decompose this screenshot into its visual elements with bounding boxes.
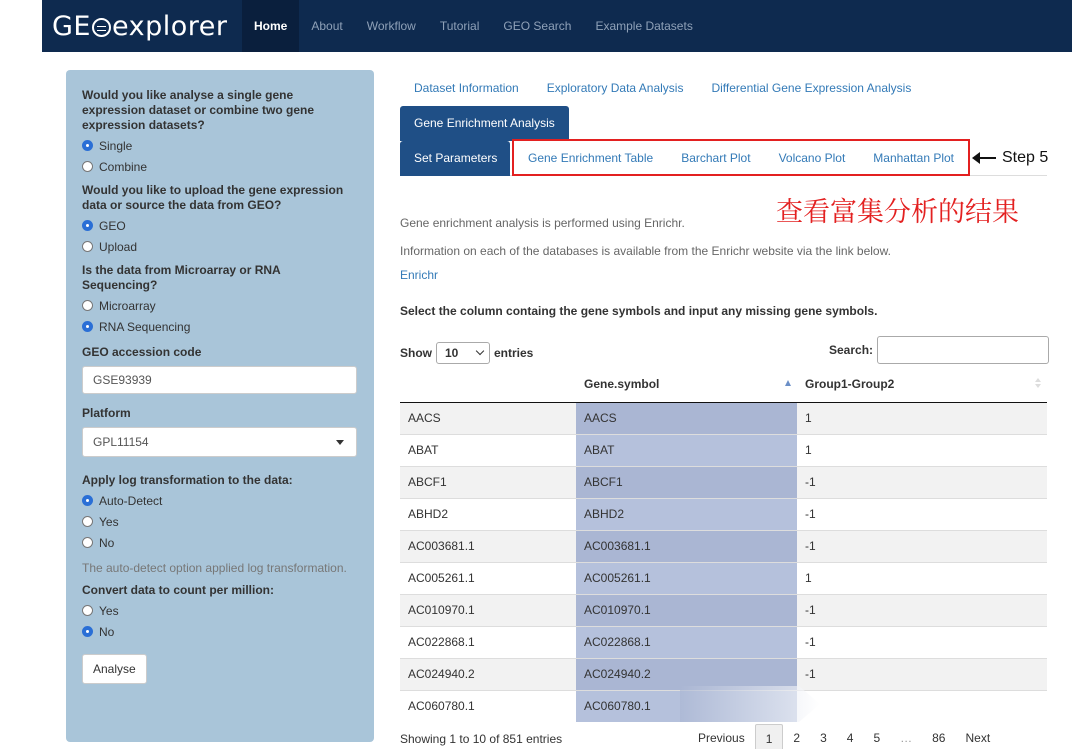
nav-tutorial[interactable]: Tutorial bbox=[439, 19, 480, 33]
gene-symbol-table bbox=[400, 367, 1047, 722]
platform-label: Platform bbox=[82, 406, 131, 420]
table-cell: 1 bbox=[797, 562, 1047, 594]
table-cell: -1 bbox=[797, 466, 1047, 498]
radio-cpm-no[interactable] bbox=[82, 621, 358, 642]
radio-label: Yes bbox=[99, 514, 119, 529]
radio-cpm-yes[interactable] bbox=[82, 600, 358, 621]
radio-empty-icon bbox=[82, 516, 93, 527]
top-navbar bbox=[42, 0, 1072, 52]
nav-about[interactable]: About bbox=[311, 19, 343, 33]
entries-select[interactable] bbox=[436, 342, 490, 364]
table-row[interactable] bbox=[400, 562, 1047, 594]
table-row[interactable] bbox=[400, 658, 1047, 690]
info-enrichr: Gene enrichment analysis is performed using Enrichr. bbox=[400, 216, 685, 230]
data-source-section bbox=[82, 183, 358, 257]
table-cell: -1 bbox=[797, 658, 1047, 690]
accession-input[interactable]: GSE93939 bbox=[82, 366, 357, 394]
radio-label: Yes bbox=[99, 603, 119, 618]
dataset-type-section bbox=[82, 88, 358, 177]
subtab-barchart-plot[interactable]: Barchart Plot bbox=[681, 151, 751, 165]
sort-icon bbox=[1035, 378, 1041, 382]
left-arrow-icon bbox=[974, 157, 996, 159]
entries-value: 10 bbox=[445, 346, 459, 360]
table-cell: ABHD2 bbox=[576, 498, 797, 530]
brand-prefix: GE bbox=[52, 10, 91, 42]
pager-page-last[interactable]: 86 bbox=[932, 731, 946, 745]
radio-selected-icon bbox=[82, 140, 93, 151]
table-cell: AC060780.1 bbox=[576, 690, 797, 722]
radio-label: No bbox=[99, 535, 115, 550]
radio-combine[interactable] bbox=[82, 156, 358, 177]
cpm-label: Convert data to count per million: bbox=[82, 583, 275, 597]
tab-differential-expression[interactable]: Differential Gene Expression Analysis bbox=[711, 81, 912, 95]
highlight-box bbox=[512, 139, 970, 176]
radio-label: GEO bbox=[99, 218, 126, 233]
platform-select[interactable] bbox=[82, 427, 357, 457]
dataset-type-label: Would you like analyse a single gene expression dataset or combine two gene expression datasets? bbox=[82, 88, 315, 132]
table-cell: AACS bbox=[576, 402, 797, 434]
table-row[interactable] bbox=[400, 594, 1047, 626]
subtab-set-parameters[interactable]: Set Parameters bbox=[400, 141, 510, 176]
table-cell: 1 bbox=[797, 434, 1047, 466]
nav-workflow[interactable]: Workflow bbox=[366, 19, 416, 33]
log-note: The auto-detect option applied log transformation. bbox=[82, 561, 347, 575]
table-row[interactable] bbox=[400, 466, 1047, 498]
entries-label: entries bbox=[494, 346, 534, 360]
column-header-rowname[interactable] bbox=[400, 367, 576, 402]
table-row[interactable] bbox=[400, 402, 1047, 434]
radio-empty-icon bbox=[82, 241, 93, 252]
table-cell: ABCF1 bbox=[400, 466, 576, 498]
radio-rna-sequencing[interactable] bbox=[82, 316, 358, 337]
pager-previous[interactable]: Previous bbox=[698, 731, 745, 745]
table-search bbox=[829, 336, 1049, 364]
table-info: Showing 1 to 10 of 851 entries bbox=[400, 732, 563, 746]
table-header-row bbox=[400, 367, 1047, 402]
table-cell: AC060780.1 bbox=[400, 690, 576, 722]
table-cell: AC022868.1 bbox=[576, 626, 797, 658]
table-row[interactable] bbox=[400, 530, 1047, 562]
radio-selected-icon bbox=[82, 626, 93, 637]
pager-page-3[interactable]: 3 bbox=[820, 731, 827, 745]
annotation-text: 查看富集分析的结果 bbox=[776, 197, 1019, 228]
chevron-down-icon bbox=[476, 347, 484, 355]
table-cell: AC024940.2 bbox=[400, 658, 576, 690]
brand-suffix: explorer bbox=[111, 10, 228, 42]
tab-dataset-information[interactable]: Dataset Information bbox=[414, 81, 519, 95]
radio-label: Single bbox=[99, 138, 133, 153]
radio-label: No bbox=[99, 624, 115, 639]
table-cell: AC022868.1 bbox=[400, 626, 576, 658]
radio-log-yes[interactable] bbox=[82, 511, 358, 532]
globe-icon bbox=[92, 18, 111, 37]
accession-label: GEO accession code bbox=[82, 345, 202, 359]
radio-auto-detect[interactable] bbox=[82, 490, 358, 511]
data-type-section bbox=[82, 263, 358, 337]
pager-page-4[interactable]: 4 bbox=[846, 731, 854, 745]
radio-upload[interactable] bbox=[82, 236, 358, 257]
table-cell: -1 bbox=[797, 530, 1047, 562]
pager-page-5[interactable]: 5 bbox=[873, 731, 881, 745]
step-label: Step 5 bbox=[1002, 149, 1049, 166]
radio-empty-icon bbox=[82, 300, 93, 311]
pager-page-2[interactable]: 2 bbox=[793, 731, 801, 745]
radio-label: Auto-Detect bbox=[99, 493, 163, 508]
pager-page-1[interactable]: 1 bbox=[755, 724, 784, 749]
enrichr-link[interactable]: Enrichr bbox=[400, 268, 439, 282]
nav-home[interactable]: Home bbox=[242, 0, 299, 52]
table-cell: ABHD2 bbox=[400, 498, 576, 530]
radio-selected-icon bbox=[82, 495, 93, 506]
table-cell: ABAT bbox=[400, 434, 576, 466]
table-cell: AACS bbox=[400, 402, 576, 434]
cpm-section bbox=[82, 583, 358, 642]
table-cell: AC024940.2 bbox=[576, 658, 797, 690]
platform-value: GPL11154 bbox=[93, 435, 149, 449]
radio-empty-icon bbox=[82, 605, 93, 616]
tab-exploratory-data-analysis[interactable]: Exploratory Data Analysis bbox=[546, 81, 684, 95]
subtab-gene-enrichment-table[interactable]: Gene Enrichment Table bbox=[528, 151, 654, 165]
table-row[interactable] bbox=[400, 498, 1047, 530]
radio-label: RNA Sequencing bbox=[99, 319, 191, 334]
nav-example-datasets[interactable]: Example Datasets bbox=[595, 19, 693, 33]
table-cell: AC010970.1 bbox=[400, 594, 576, 626]
radio-log-no[interactable] bbox=[82, 532, 358, 553]
table-cell: -1 bbox=[797, 626, 1047, 658]
header-label: Gene.symbol bbox=[584, 377, 660, 392]
pager-ellipsis: … bbox=[900, 731, 913, 745]
show-label: Show bbox=[400, 346, 432, 360]
tab-gene-enrichment-analysis[interactable]: Gene Enrichment Analysis bbox=[400, 106, 569, 141]
table-cell: 1 bbox=[797, 402, 1047, 434]
radio-empty-icon bbox=[82, 161, 93, 172]
entries-length-control bbox=[400, 342, 533, 364]
radio-label: Combine bbox=[99, 159, 148, 174]
column-header-group1-group2[interactable] bbox=[797, 367, 1047, 402]
table-row[interactable] bbox=[400, 626, 1047, 658]
decorative-arrow-overlay bbox=[680, 686, 820, 722]
radio-microarray[interactable] bbox=[82, 295, 358, 316]
caret-down-icon bbox=[336, 440, 344, 445]
radio-label: Microarray bbox=[99, 298, 156, 313]
table-cell: ABAT bbox=[576, 434, 797, 466]
radio-geo[interactable] bbox=[82, 215, 358, 236]
radio-single[interactable] bbox=[82, 135, 358, 156]
radio-empty-icon bbox=[82, 537, 93, 548]
accession-section bbox=[82, 345, 358, 394]
search-label: Search: bbox=[829, 343, 874, 357]
search-input[interactable] bbox=[877, 336, 1049, 364]
select-instruction: Select the column containg the gene symbols and input any missing gene symbols. bbox=[400, 304, 878, 318]
table-cell: AC005261.1 bbox=[576, 562, 797, 594]
analysis-tabs bbox=[400, 70, 1060, 106]
header-label: Group1-Group2 bbox=[805, 377, 895, 392]
log-section bbox=[82, 473, 358, 553]
platform-section bbox=[82, 406, 358, 457]
subtab-manhattan-plot[interactable]: Manhattan Plot bbox=[873, 151, 954, 165]
radio-label: Upload bbox=[99, 239, 138, 254]
log-label: Apply log transformation to the data: bbox=[82, 473, 293, 487]
data-type-label: Is the data from Microarray or RNA Sequencing? bbox=[82, 263, 281, 292]
column-header-gene-symbol[interactable] bbox=[576, 367, 797, 402]
table-cell: -1 bbox=[797, 594, 1047, 626]
radio-selected-icon bbox=[82, 321, 93, 332]
table-cell bbox=[797, 690, 1047, 722]
pager-next[interactable]: Next bbox=[965, 731, 991, 745]
brand-logo[interactable] bbox=[42, 11, 242, 42]
info-databases: Information on each of the databases is available from the Enrichr website via the link below. bbox=[400, 244, 891, 258]
radio-selected-icon bbox=[82, 220, 93, 231]
analyse-button[interactable]: Analyse bbox=[82, 654, 147, 684]
nav-geo-search[interactable]: GEO Search bbox=[503, 19, 572, 33]
data-source-label: Would you like to upload the gene expression data or source the data from GEO? bbox=[82, 183, 344, 212]
table-row[interactable] bbox=[400, 434, 1047, 466]
subtab-volcano-plot[interactable]: Volcano Plot bbox=[778, 151, 846, 165]
pagination bbox=[688, 724, 1000, 749]
table-cell: AC003681.1 bbox=[576, 530, 797, 562]
sidebar-panel bbox=[66, 70, 374, 742]
sort-ascending-icon bbox=[785, 380, 791, 386]
step-annotation bbox=[974, 149, 1048, 167]
table-cell: ABCF1 bbox=[576, 466, 797, 498]
table-cell: AC010970.1 bbox=[576, 594, 797, 626]
table-cell: AC005261.1 bbox=[400, 562, 576, 594]
table-cell: -1 bbox=[797, 498, 1047, 530]
table-cell: AC003681.1 bbox=[400, 530, 576, 562]
